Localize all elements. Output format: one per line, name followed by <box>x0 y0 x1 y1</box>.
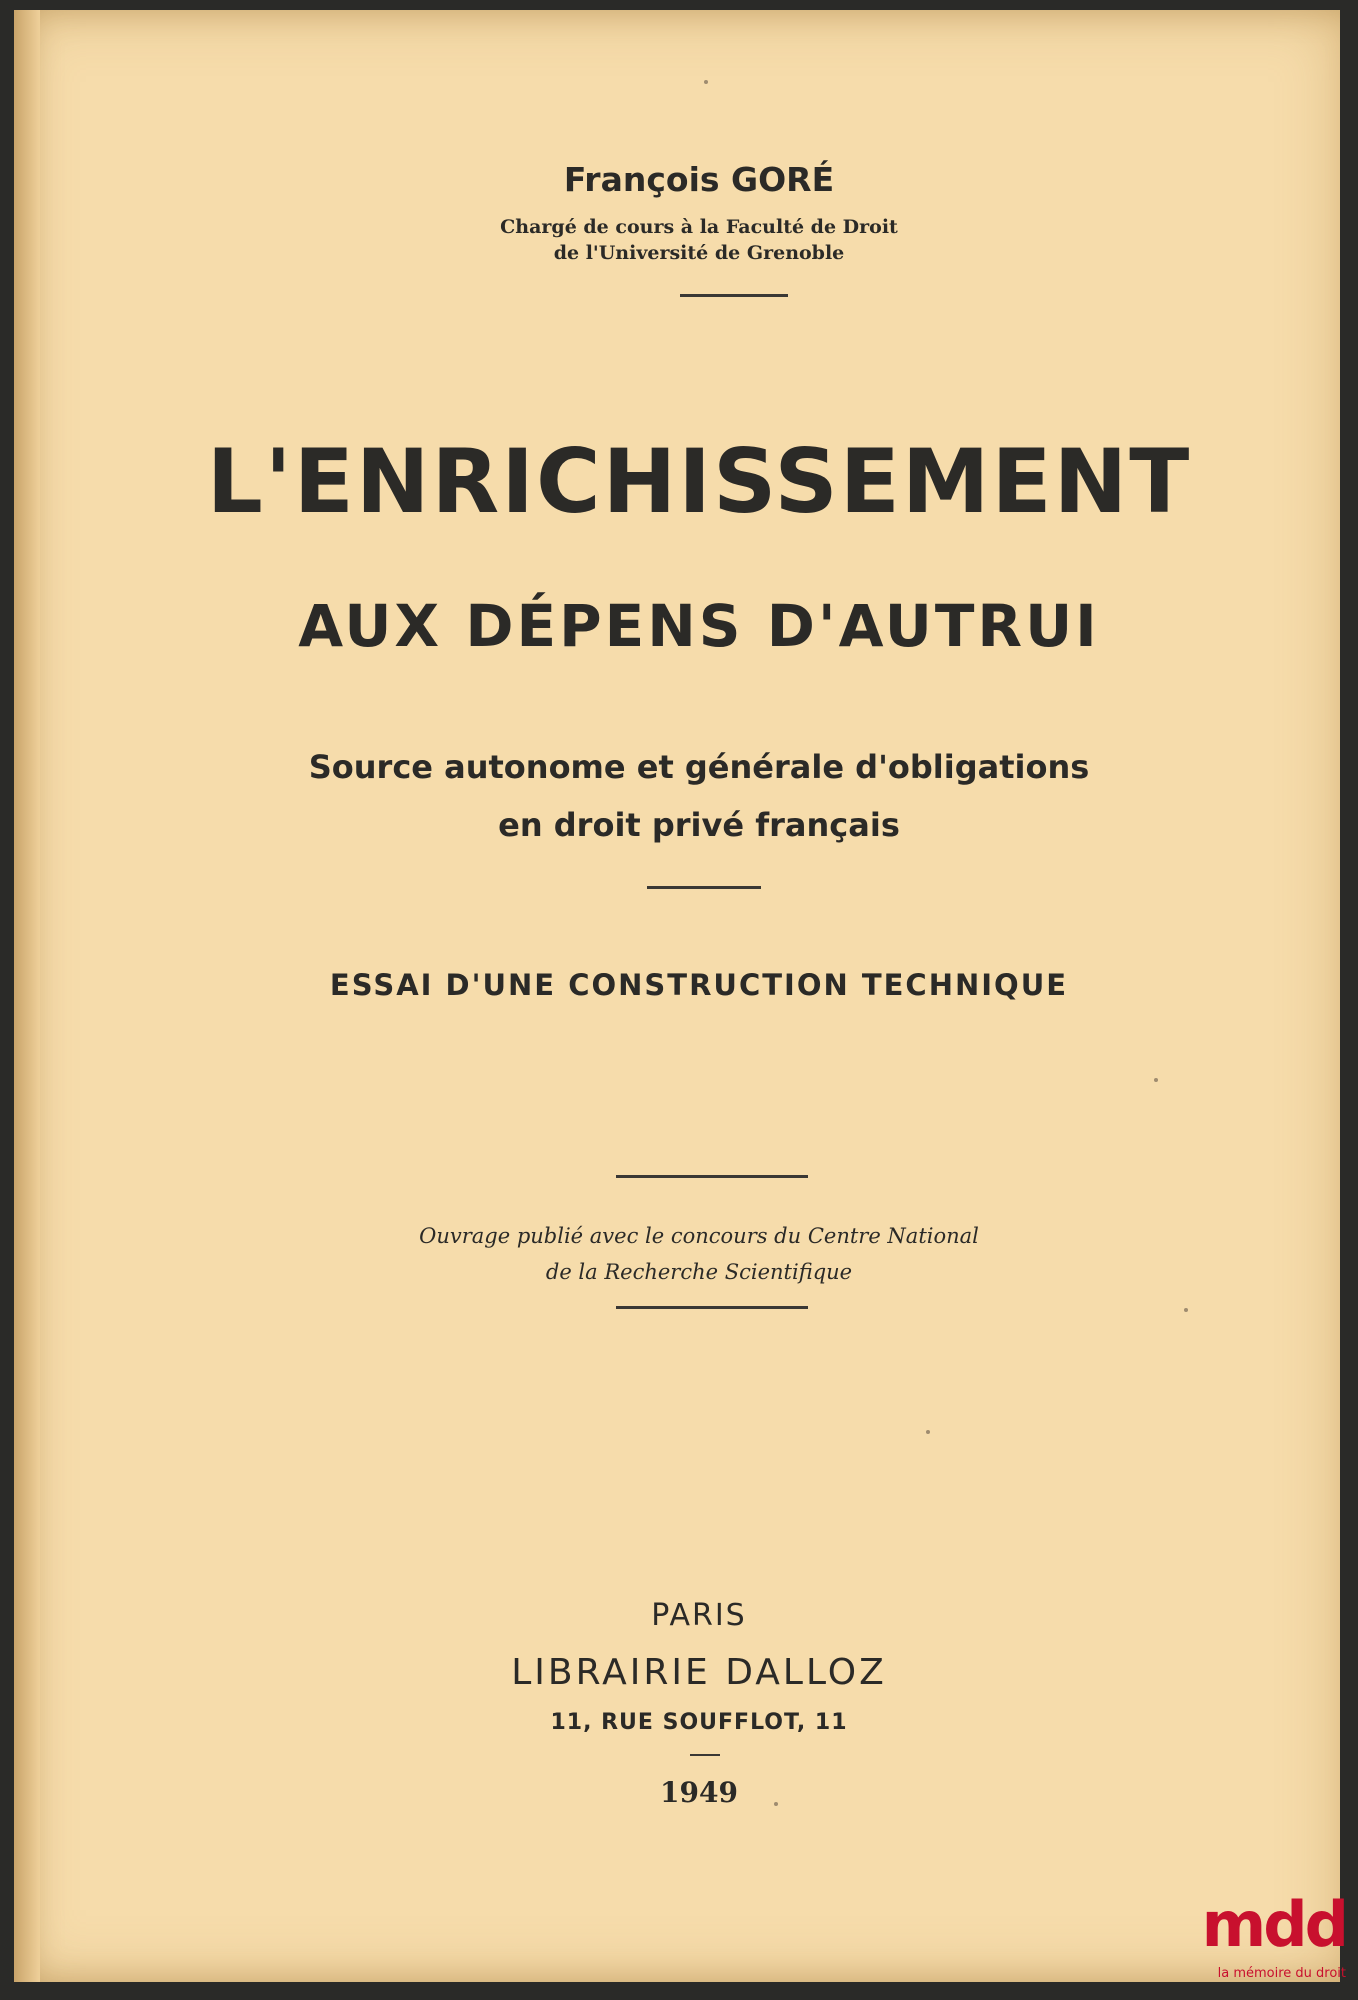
book-title-line-2: AUX DÉPENS D'AUTRUI <box>298 592 1100 660</box>
mdd-logo <box>1180 1890 1350 1990</box>
divider-rule <box>680 294 788 297</box>
author-name: François GORÉ <box>563 160 835 199</box>
imprint-address: 11, RUE SOUFFLOT, 11 <box>550 1710 848 1735</box>
imprint-city: PARIS <box>651 1598 747 1633</box>
paper-speck <box>926 1430 930 1434</box>
title-page <box>14 10 1340 1982</box>
divider-rule <box>690 1754 720 1756</box>
author-affiliation-line-2: de l'Université de Grenoble <box>553 242 845 264</box>
essai-heading: ESSAI D'UNE CONSTRUCTION TECHNIQUE <box>329 968 1069 1002</box>
paper-speck <box>704 80 708 84</box>
mdd-logo-caption: la mémoire du droit <box>1217 1966 1346 1981</box>
subtitle-line-1: Source autonome et générale d'obligations <box>308 748 1090 786</box>
author-affiliation-line-1: Chargé de cours à la Faculté de Droit <box>500 216 898 238</box>
publication-note-line-1: Ouvrage publié avec le concours du Centre National <box>419 1224 979 1248</box>
paper-speck <box>1184 1308 1188 1312</box>
paper-speck <box>774 1802 778 1806</box>
paper-speck <box>1154 1078 1158 1082</box>
imprint-year: 1949 <box>660 1776 738 1809</box>
subtitle-line-2: en droit privé français <box>498 806 900 844</box>
book-title-line-1: L'ENRICHISSEMENT <box>206 430 1192 533</box>
imprint-publisher: LIBRAIRIE DALLOZ <box>511 1652 887 1693</box>
publication-note-line-2: de la Recherche Scientifique <box>545 1260 853 1284</box>
divider-rule <box>616 1175 808 1178</box>
divider-rule <box>647 886 761 889</box>
divider-rule <box>616 1306 808 1309</box>
mdd-logo-mark: mdd <box>1201 1888 1346 1961</box>
